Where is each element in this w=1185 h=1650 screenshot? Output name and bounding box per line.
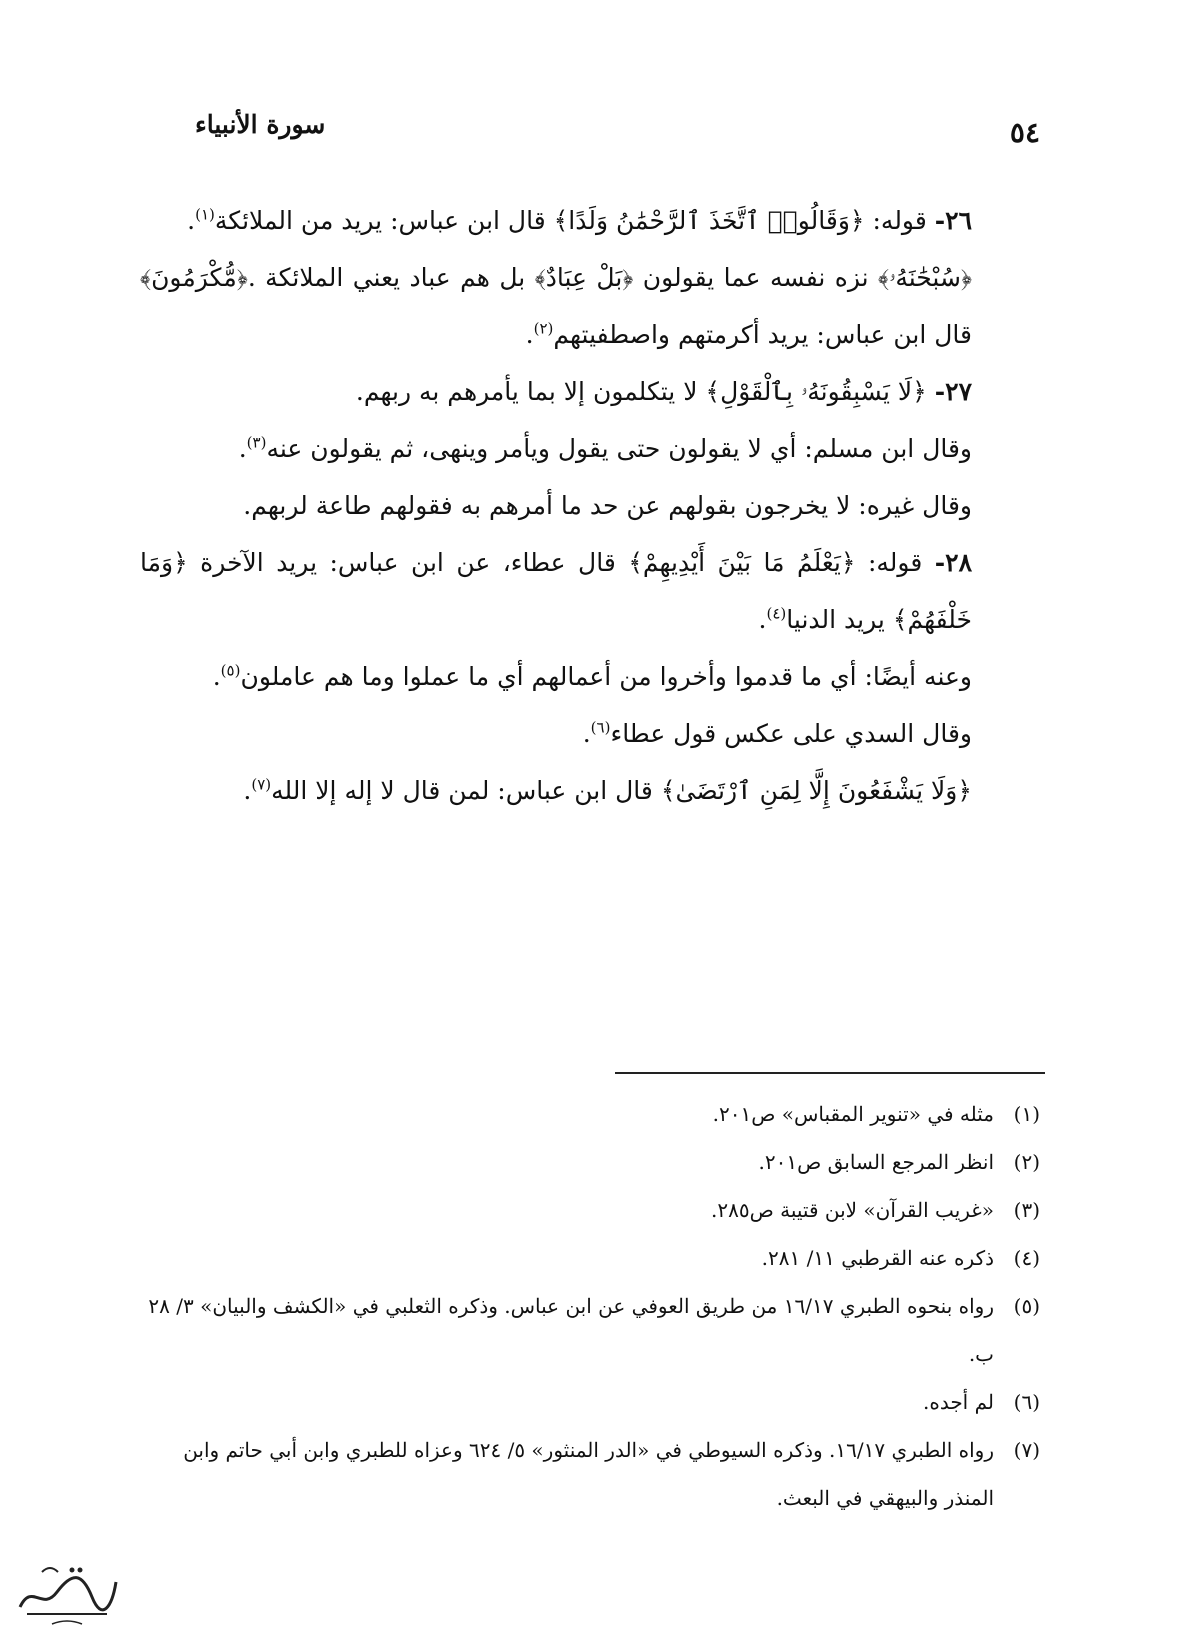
footnote-4 (140, 1234, 1040, 1282)
paragraph-text: وقال غيره: لا يخرجون بقولهم عن حد ما أمرهم به فقولهم طاعة لربهم. (243, 491, 972, 520)
quran-quote: ﴿يَعْلَمُ مَا بَيْنَ أَيْدِيهِمْ﴾ (628, 548, 856, 577)
footnote-5 (140, 1282, 1040, 1378)
footnote-text: «غريب القرآن» لابن قتيبة ص٢٨٥. (710, 1198, 994, 1222)
footnote-text: لم أجده. (922, 1390, 994, 1414)
footnote-number: (٣) (1013, 1198, 1040, 1222)
footnote-3 (140, 1186, 1040, 1234)
main-text (140, 192, 1040, 819)
paragraph-27b (140, 420, 1040, 477)
quran-quote: ﴿لَا يَسْبِقُونَهُۥ بِٱلْقَوْلِ﴾ (705, 377, 935, 406)
paragraph-text: بل هم عباد يعني الملائكة . (247, 263, 535, 292)
paragraph-text: نزه نفسه عما يقولون (633, 263, 879, 292)
footnote-2 (140, 1138, 1040, 1186)
paragraph-text: قوله: (855, 548, 935, 577)
footnote-number: (٢) (1013, 1150, 1040, 1174)
paragraph-text: قال ابن عباس: يريد من الملائكة (214, 206, 554, 235)
footnote-number: (١) (1013, 1102, 1040, 1126)
paragraph-text: وقال ابن مسلم: أي لا يقولون حتى يقول ويأمر وينهى، ثم يقولون عنه (266, 434, 972, 463)
paragraph-28c (140, 705, 1040, 762)
footnote-text: رواه الطبري ١٦/١٧. وذكره السيوطي في «الدر المنثور» ٥/ ٦٢٤ وعزاه للطبري وابن أبي حاتم وابن المنذر والبيهقي في البعث. (183, 1438, 994, 1510)
footnote-ref[interactable]: (١) (195, 205, 215, 224)
punctuation: . (525, 320, 534, 349)
footnotes (140, 1090, 1040, 1522)
paragraph-28d (140, 762, 1040, 819)
quran-quote: ﴿وَقَالُوا۟ ٱتَّخَذَ ٱلرَّحْمَٰنُ وَلَدًا﴾ (553, 206, 865, 235)
surah-title: سورة الأنبياء (195, 110, 326, 139)
verse-number: ٢٧- (934, 377, 972, 406)
page-number: ٥٤ (1009, 116, 1040, 149)
paragraph-26 (140, 192, 1040, 249)
footnote-text: رواه بنحوه الطبري ١٦/١٧ من طريق العوفي عن ابن عباس. وذكره الثعلبي في «الكشف والبيان» ٣/ ٢٨ ب. (148, 1294, 994, 1366)
quran-quote: ﴿مُّكْرَمُونَ﴾ (140, 263, 248, 292)
footnote-divider (615, 1072, 1045, 1074)
footnote-number: (٥) (1013, 1294, 1040, 1318)
quran-quote: ﴿وَمَا خَلْفَهُمْ﴾ (140, 548, 972, 634)
footnote-6 (140, 1378, 1040, 1426)
punctuation: . (238, 434, 247, 463)
footnote-ref[interactable]: (٧) (251, 775, 272, 794)
punctuation: . (243, 776, 252, 805)
paragraph-text: وعنه أيضًا: أي ما قدموا وأخروا من أعمالهم أي ما عملوا وما هم عاملون (240, 662, 972, 691)
paragraph-27c (140, 477, 1040, 534)
verse-number: ٢٨- (934, 548, 972, 577)
paragraph-26b (140, 249, 1040, 363)
footnote-7 (140, 1426, 1040, 1522)
footnote-number: (٧) (1013, 1438, 1040, 1462)
paragraph-28 (140, 534, 1040, 648)
footnote-text: ذكره عنه القرطبي ١١/ ٢٨١. (761, 1246, 994, 1270)
paragraph-28b (140, 648, 1040, 705)
quran-quote: ﴿سُبْحَٰنَهُۥ﴾ (878, 263, 972, 292)
footnote-ref[interactable]: (٣) (246, 433, 267, 452)
verse-number: ٢٦- (934, 206, 972, 235)
paragraph-text: وقال السدي على عكس قول عطاء (610, 719, 972, 748)
page-header (195, 110, 1040, 150)
footnote-text: انظر المرجع السابق ص٢٠١. (758, 1150, 994, 1174)
footnote-ref[interactable]: (٤) (766, 604, 787, 623)
paragraph-27 (140, 363, 1040, 420)
paragraph-text: يريد الدنيا (786, 605, 893, 634)
calligraphy-logo-icon (12, 1552, 122, 1632)
quran-quote: ﴿بَلْ عِبَادٌ﴾ (534, 263, 634, 292)
paragraph-text: قال ابن عباس: يريد أكرمتهم واصطفيتهم (553, 320, 972, 349)
footnote-text: مثله في «تنوير المقباس» ص٢٠١. (712, 1102, 994, 1126)
punctuation: . (212, 662, 221, 691)
footnote-1 (140, 1090, 1040, 1138)
punctuation: . (582, 719, 591, 748)
publisher-logo (12, 1552, 122, 1632)
paragraph-text: لا يتكلمون إلا بما يأمرهم به ربهم. (355, 377, 706, 406)
punctuation: . (187, 206, 196, 235)
footnote-ref[interactable]: (٢) (533, 319, 554, 338)
paragraph-text: قال ابن عباس: لمن قال لا إله إلا الله (271, 776, 661, 805)
footnote-ref[interactable]: (٥) (220, 661, 241, 680)
footnote-number: (٦) (1013, 1390, 1040, 1414)
footnote-ref[interactable]: (٦) (590, 718, 611, 737)
footnote-number: (٤) (1013, 1246, 1040, 1270)
paragraph-text: قال عطاء، عن ابن عباس: يريد الآخرة (187, 548, 629, 577)
quran-quote: ﴿وَلَا يَشْفَعُونَ إِلَّا لِمَنِ ٱرْتَضَىٰ﴾ (660, 776, 972, 805)
paragraph-text: قوله: (864, 206, 935, 235)
punctuation: . (758, 605, 767, 634)
